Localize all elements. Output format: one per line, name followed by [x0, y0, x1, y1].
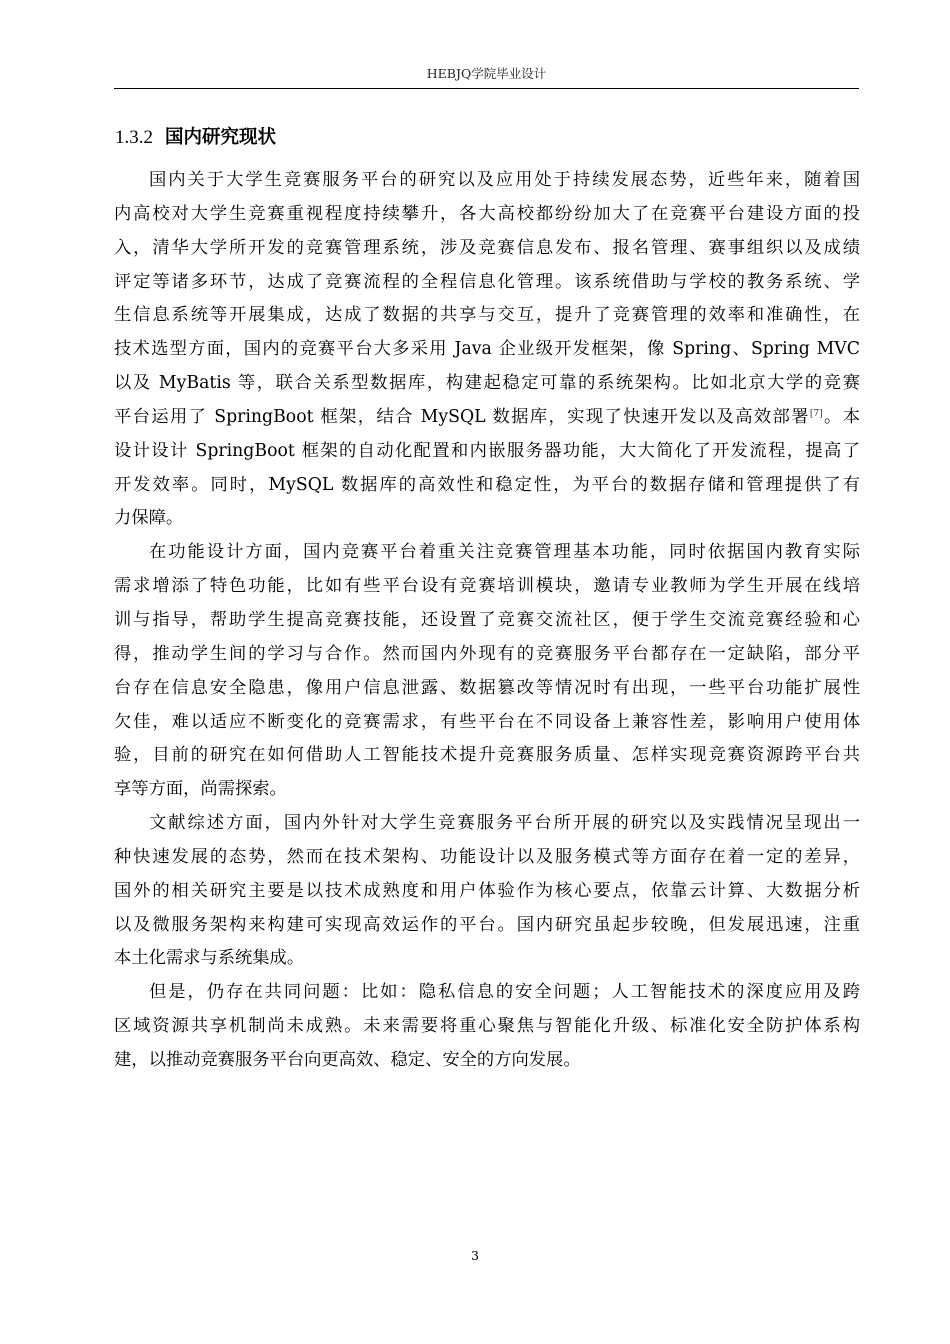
- citation-reference: [7]: [809, 408, 823, 419]
- section-title: 国内研究现状: [165, 127, 277, 148]
- header-rule: [114, 88, 859, 89]
- text-line: 验，目前的研究在如何借助人工智能技术提升竞赛服务质量、怎样实现竞赛资源跨平台共: [114, 745, 860, 766]
- text-line: 文献综述方面，国内外针对大学生竞赛服务平台所开展的研究以及实践情况呈现出一: [149, 813, 860, 834]
- section-number: 1.3.2: [115, 127, 153, 148]
- text-line: 但是，仍存在共同问题：比如：隐私信息的安全问题；人工智能技术的深度应用及跨: [149, 982, 860, 1003]
- text-line: 训与指导，帮助学生提高竞赛技能，还设置了竞赛交流社区，便于学生交流竞赛经验和心: [114, 609, 860, 630]
- text-line: 设计设计 SpringBoot 框架的自动化配置和内嵌服务器功能，大大简化了开发流程，提高了: [114, 440, 860, 461]
- text-line: 欠佳，难以适应不断变化的竞赛需求，有些平台在不同设备上兼容性差，影响用户使用体: [114, 711, 860, 732]
- text-line: 力保障。: [114, 508, 184, 529]
- page-header: HEBJQ学院毕业设计: [426, 66, 547, 81]
- text-line: 评定等诸多环节，达成了竞赛流程的全程信息化管理。该系统借助与学校的教务系统、学: [114, 271, 860, 292]
- text-line: 技术选型方面，国内的竞赛平台大多采用 Java 企业级开发框架，像 Spring、Spring MVC: [114, 339, 860, 360]
- body-text: [114, 164, 860, 1078]
- text-line: 内高校对大学生竞赛重视程度持续攀升，各大高校都纷纷加大了在竞赛平台建设方面的投: [114, 203, 860, 224]
- text-line-with-citation: [114, 401, 860, 435]
- text-line: 国外的相关研究主要是以技术成熟度和用户体验作为核心要点，依靠云计算、大数据分析: [114, 880, 860, 901]
- text-line: 在功能设计方面，国内竞赛平台着重关注竞赛管理基本功能，同时依据国内教育实际: [149, 542, 860, 563]
- text-line: 台存在信息安全隐患，像用户信息泄露、数据篡改等情况时有出现，一些平台功能扩展性: [114, 677, 860, 698]
- text-line: 以及微服务架构来构建可实现高效运作的平台。国内研究虽起步较晚，但发展迅速，注重: [114, 914, 860, 935]
- text-line: 开发效率。同时，MySQL 数据库的高效性和稳定性，为平台的数据存储和管理提供了有: [114, 474, 860, 495]
- text-line: 区域资源共享机制尚未成熟。未来需要将重心聚焦与智能化升级、标准化安全防护体系构: [114, 1016, 860, 1037]
- text-segment: 平台运用了 SpringBoot 框架，结合 MySQL 数据库，实现了快速开发以及高效部署: [114, 406, 810, 427]
- text-line: 以及 MyBatis 等，联合关系型数据库，构建起稳定可靠的系统架构。比如北京大学的竞赛: [114, 373, 860, 394]
- text-line: 入，清华大学所开发的竞赛管理系统，涉及竞赛信息发布、报名管理、赛事组织以及成绩: [114, 237, 860, 258]
- text-line: 生信息系统等开展集成，达成了数据的共享与交互，提升了竞赛管理的效率和准确性，在: [114, 305, 860, 326]
- text-line: 国内关于大学生竞赛服务平台的研究以及应用处于持续发展态势，近些年来，随着国: [149, 170, 860, 190]
- text-line: 本土化需求与系统集成。: [114, 948, 305, 969]
- text-line: 得，推动学生间的学习与合作。然而国内外现有的竞赛服务平台都存在一定缺陷，部分平: [114, 643, 860, 664]
- text-line: 需求增添了特色功能，比如有些平台设有竞赛培训模块，邀请专业教师为学生开展在线培: [114, 576, 860, 597]
- page-number: 3: [471, 1248, 479, 1263]
- text-line: 种快速发展的态势，然而在技术架构、功能设计以及服务模式等方面存在着一定的差异，: [114, 846, 860, 867]
- text-segment: 。本: [822, 406, 860, 427]
- text-line: 建，以推动竞赛服务平台向更高效、稳定、安全的方向发展。: [114, 1049, 581, 1070]
- text-line: 享等方面，尚需探索。: [114, 779, 287, 800]
- section-heading: [115, 126, 276, 150]
